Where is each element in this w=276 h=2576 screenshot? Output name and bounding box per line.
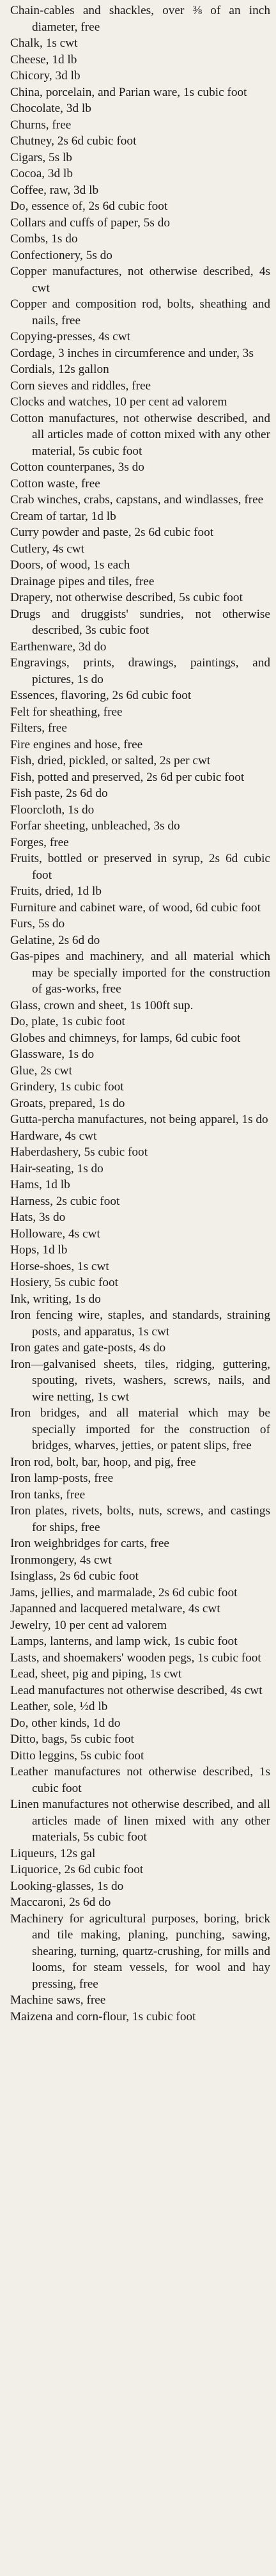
tariff-entry: Hair-seating, 1s do (10, 1161, 103, 1175)
tariff-entry: Chocolate, 3d lb (10, 102, 91, 115)
tariff-entry: Drugs and druggists' sundries, not otherwise described, 3s cubic foot (10, 607, 270, 637)
tariff-entry: Filters, free (10, 721, 67, 735)
tariff-entry: Harness, 2s cubic foot (10, 1194, 120, 1208)
tariff-entry: Liquorice, 2s 6d cubic foot (10, 1863, 144, 1876)
tariff-entry: Cotton manufactures, not otherwise described, and all articles made of cotton mixed with any other material, 5s cubic foot (10, 411, 270, 458)
tariff-entry: Furs, 5s do (10, 917, 65, 931)
tariff-entry: Iron fencing wire, staples, and standards, straining posts, and apparatus, 1s cwt (10, 1308, 270, 1339)
tariff-entry: Chutney, 2s 6d cubic foot (10, 134, 137, 148)
tariff-entry: Drapery, not otherwise described, 5s cubic foot (10, 591, 243, 604)
tariff-entry: Horse-shoes, 1s cwt (10, 1259, 109, 1273)
tariff-entry: Gas-pipes and machinery, and all material which may be specially imported for the construction of gas-works, free (10, 950, 270, 996)
tariff-entry: Do, other kinds, 1d do (10, 1716, 121, 1730)
tariff-entry: Hats, 3s do (10, 1211, 66, 1224)
tariff-entry: Linen manufactures not otherwise described, and all articles made of linen mixed with any other materials, 5s cubic foot (10, 1798, 270, 1844)
tariff-entry: Maizena and corn-flour, 1s cubic foot (10, 2009, 196, 2023)
tariff-entry: Isinglass, 2s 6d cubic foot (10, 1569, 139, 1583)
tariff-entry: Gutta-percha manufactures, not being apparel, 1s do (10, 1113, 268, 1126)
tariff-entry: Collars and cuffs of paper, 5s do (10, 216, 171, 230)
tariff-entry: Iron—galvanised sheets, tiles, ridging, guttering, spouting, rivets, washers, screws, nails, and wire netting, 1s cwt (10, 1357, 270, 1404)
tariff-entry: Chain-cables and shackles, over ⅜ of an inch diameter, free (10, 4, 270, 34)
tariff-entry: Leather manufactures not otherwise described, 1s cubic foot (10, 1765, 270, 1795)
tariff-entry: Confectionery, 5s do (10, 248, 112, 262)
tariff-entry: Cigars, 5s lb (10, 150, 72, 164)
tariff-entry: Drainage pipes and tiles, free (10, 574, 155, 588)
tariff-entry: Machine saws, free (10, 1993, 106, 2007)
tariff-entry: Holloware, 4s cwt (10, 1227, 100, 1241)
tariff-entry: Jams, jellies, and marmalade, 2s 6d cubic foot (10, 1585, 238, 1599)
tariff-entry: Lasts, and shoemakers' wooden pegs, 1s cubic foot (10, 1651, 261, 1665)
tariff-entry: Cotton counterpanes, 3s do (10, 460, 144, 474)
tariff-entry: Glass, crown and sheet, 1s 100ft sup. (10, 998, 194, 1012)
tariff-entry: Jewelry, 10 per cent ad valorem (10, 1618, 167, 1632)
tariff-entry: Iron gates and gate-posts, 4s do (10, 1341, 166, 1355)
tariff-entry: Fruits, dried, 1d lb (10, 884, 102, 898)
tariff-entry: Glassware, 1s do (10, 1048, 95, 1061)
tariff-entry: Fish paste, 2s 6d do (10, 787, 108, 800)
tariff-entry: Cordage, 3 inches in circumference and under, 3s (10, 346, 254, 360)
tariff-entry: Cutlery, 4s cwt (10, 542, 85, 556)
tariff-entry: Do, plate, 1s cubic foot (10, 1015, 125, 1028)
tariff-entry: Globes and chimneys, for lamps, 6d cubic foot (10, 1031, 241, 1045)
tariff-entry: Ditto, bags, 5s cubic foot (10, 1732, 134, 1746)
tariff-entry: Cotton waste, free (10, 476, 100, 491)
tariff-entry: Forges, free (10, 835, 69, 849)
tariff-entry: Fruits, bottled or preserved in syrup, 2s 6d cubic foot (10, 852, 270, 882)
tariff-entry: Leather, sole, ½d lb (10, 1700, 108, 1713)
tariff-entry: Iron plates, rivets, bolts, nuts, screws, and castings for ships, free (10, 1504, 270, 1534)
tariff-entry: Corn sieves and riddles, free (10, 379, 151, 393)
tariff-entry: Ditto leggins, 5s cubic foot (10, 1748, 144, 1763)
tariff-entry: Copper manufactures, not otherwise described, 4s cwt (10, 265, 270, 295)
tariff-entry: Forfar sheeting, unbleached, 3s do (10, 819, 180, 833)
tariff-entry: Japanned and lacquered metalware, 4s cwt (10, 1602, 220, 1615)
tariff-entry: Cream of tartar, 1d lb (10, 509, 116, 523)
tariff-entry: Grindery, 1s cubic foot (10, 1080, 124, 1094)
tariff-entry: Earthenware, 3d do (10, 640, 107, 654)
tariff-entry: Clocks and watches, 10 per cent ad valorem (10, 395, 227, 409)
tariff-entry: Machinery for agricultural purposes, boring, brick and tile making, planing, punching, sawing, shearing, turning, quartz-crushing, for mills and looms, for steam vessels, for wool and hay pressing, free (10, 1912, 270, 1991)
tariff-entry: Hams, 1d lb (10, 1178, 70, 1191)
tariff-entry: Chalk, 1s cwt (10, 36, 78, 50)
tariff-entry: Cocoa, 3d lb (10, 167, 73, 180)
tariff-entry: Essences, flavoring, 2s 6d cubic foot (10, 689, 192, 702)
tariff-entry: Iron rod, bolt, bar, hoop, and pig, free (10, 1455, 196, 1469)
tariff-entry: Fish, potted and preserved, 2s 6d per cubic foot (10, 770, 245, 784)
tariff-entry: Liqueurs, 12s gal (10, 1846, 96, 1860)
tariff-entry: Curry powder and paste, 2s 6d cubic foot (10, 526, 214, 539)
tariff-entry: Lead, sheet, pig and piping, 1s cwt (10, 1667, 182, 1681)
tariff-entry: Engravings, prints, drawings, paintings, and pictures, 1s do (10, 656, 270, 686)
tariff-entry: Chicory, 3d lb (10, 69, 80, 82)
tariff-entry: Haberdashery, 5s cubic foot (10, 1145, 148, 1159)
tariff-entry: China, porcelain, and Parian ware, 1s cubic foot (10, 85, 247, 99)
tariff-entry: Iron tanks, free (10, 1488, 86, 1502)
tariff-entry: Do, essence of, 2s 6d cubic foot (10, 200, 168, 213)
tariff-entry: Fire engines and hose, free (10, 737, 143, 751)
tariff-entry: Cheese, 1d lb (10, 52, 77, 67)
tariff-entry: Copper and composition rod, bolts, sheathing and nails, free (10, 297, 270, 327)
tariff-entry: Crab winches, crabs, capstans, and windlasses, free (10, 493, 264, 507)
tariff-entry: Combs, 1s do (10, 232, 78, 246)
tariff-entry: Lead manufactures not otherwise described, 4s cwt (10, 1683, 263, 1697)
tariff-entry: Iron lamp-posts, free (10, 1472, 114, 1485)
tariff-entry: Cordials, 12s gallon (10, 363, 109, 376)
tariff-entry: Fish, dried, pickled, or salted, 2s per cwt (10, 754, 211, 767)
tariff-entry: Maccaroni, 2s 6d do (10, 1896, 111, 1909)
tariff-entry: Doors, of wood, 1s each (10, 558, 130, 572)
tariff-entry: Ironmongery, 4s cwt (10, 1553, 112, 1567)
tariff-entry: Glue, 2s cwt (10, 1064, 72, 1078)
tariff-entry: Copying-presses, 4s cwt (10, 330, 130, 343)
tariff-entry: Ink, writing, 1s do (10, 1292, 101, 1306)
tariff-entry: Hops, 1d lb (10, 1243, 68, 1257)
tariff-entry: Hardware, 4s cwt (10, 1129, 97, 1143)
tariff-entry: Lamps, lanterns, and lamp wick, 1s cubic foot (10, 1635, 238, 1648)
tariff-entry: Floorcloth, 1s do (10, 803, 95, 817)
tariff-entry: Coffee, raw, 3d lb (10, 183, 99, 197)
tariff-entry: Hosiery, 5s cubic foot (10, 1276, 119, 1289)
tariff-entry: Iron bridges, and all material which may be specially imported for the construction of bridges, wharves, jetties, or patent slips, free (10, 1406, 270, 1452)
tariff-entry: Felt for sheathing, free (10, 705, 123, 719)
tariff-entry: Iron weighbridges for carts, free (10, 1537, 169, 1550)
tariff-entry: Furniture and cabinet ware, of wood, 6d cubic foot (10, 900, 261, 915)
tariff-entry: Churns, free (10, 118, 72, 132)
tariff-entry: Groats, prepared, 1s do (10, 1096, 125, 1110)
tariff-entry: Looking-glasses, 1s do (10, 1879, 124, 1893)
tariff-entry: Gelatine, 2s 6d do (10, 933, 100, 947)
